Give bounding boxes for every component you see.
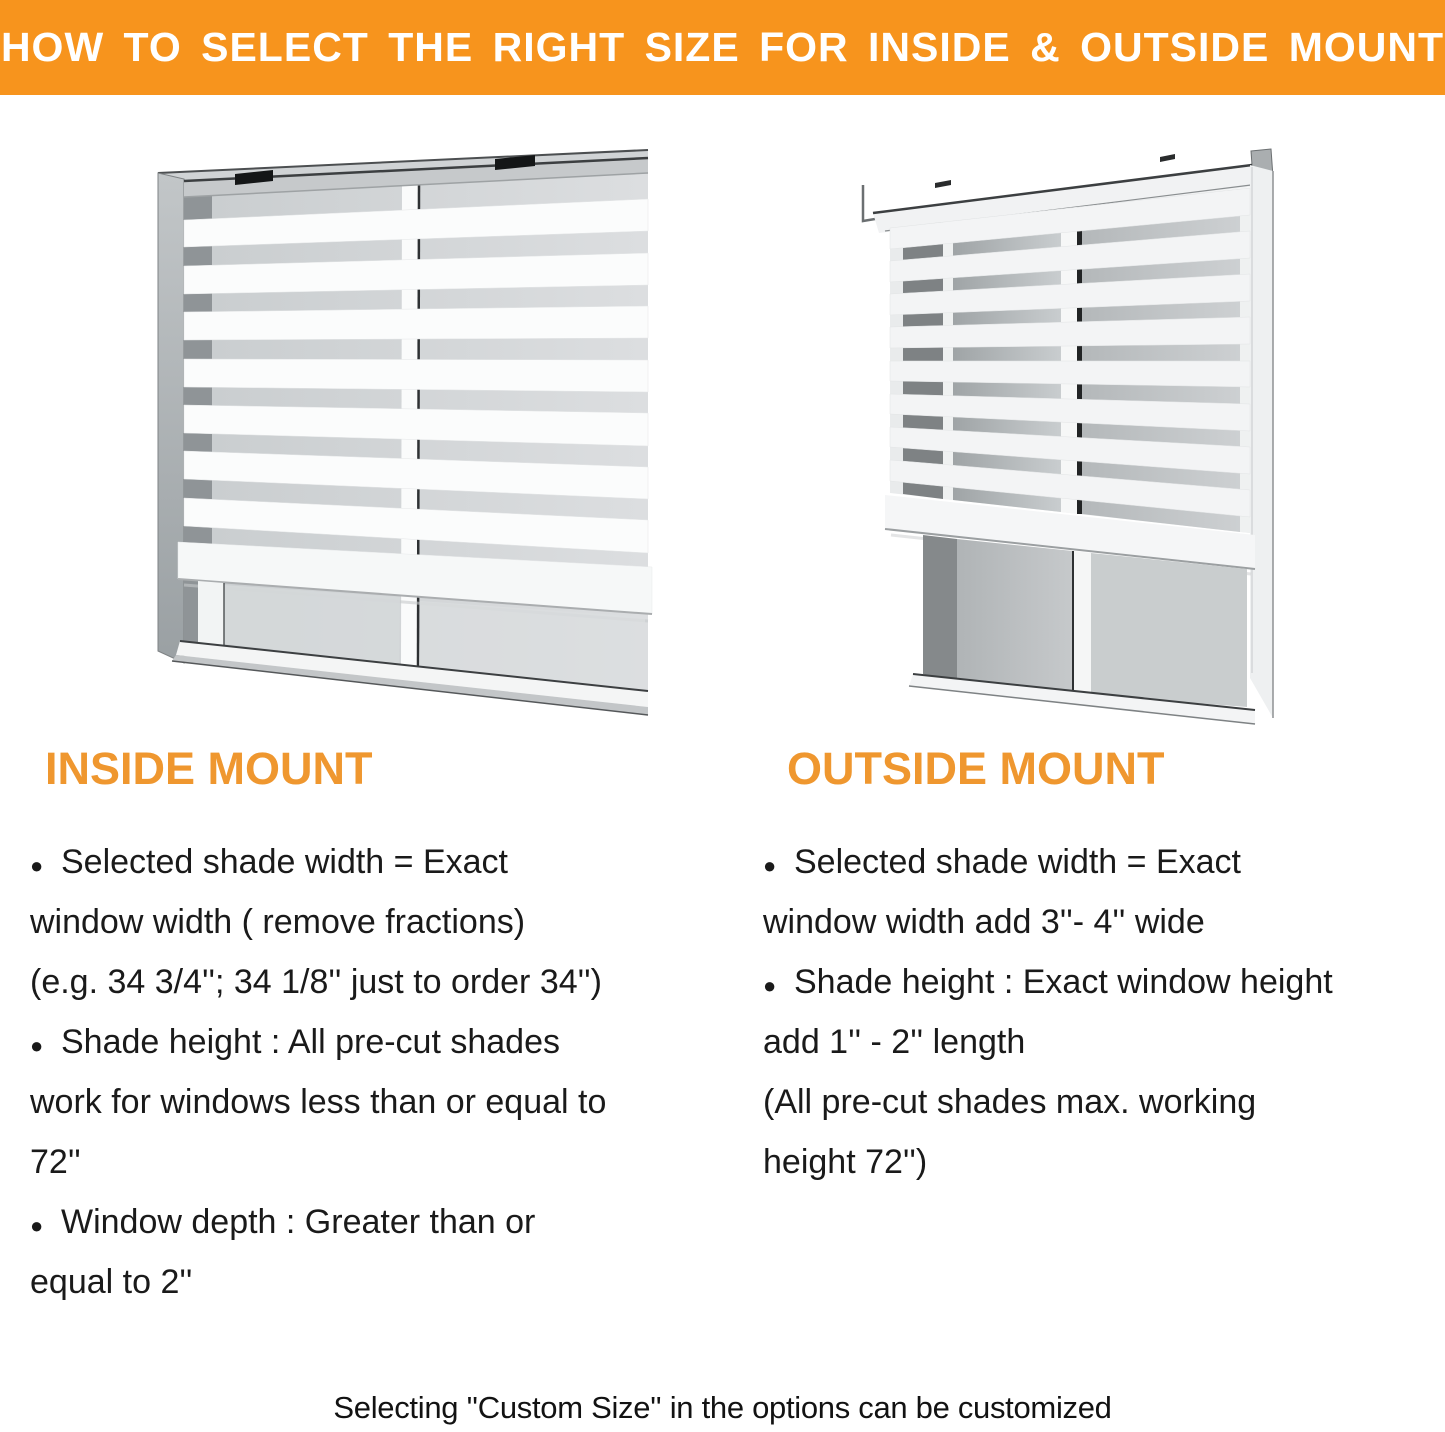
line-text: Window depth : Greater than or [61,1203,536,1241]
line-text: add 1'' - 2'' length [763,1023,1026,1061]
line-text: Shade height : All pre-cut shades [61,1023,560,1061]
line-text: work for windows less than or equal to [30,1083,607,1121]
bullet-dot: ● [30,1213,44,1238]
bullet-dot: ● [30,1033,44,1058]
footer-note: Selecting ''Custom Size'' in the options can be customized [333,1390,1112,1425]
outside-mount-heading: OUTSIDE MOUNT [787,743,1165,794]
line-text: Shade height : Exact window height [794,963,1333,1001]
text-line [30,952,725,1012]
bullet-dot: ● [763,853,777,878]
text-line [763,1132,1431,1192]
text-line [763,1072,1431,1132]
inside-mount-illustration [140,133,660,723]
header-banner [0,0,1445,95]
line-text: Selected shade width = Exact [794,843,1241,881]
line-text: Selected shade width = Exact [61,843,508,881]
line-text: window width ( remove fractions) [30,903,526,941]
line-text: height 72'') [763,1143,928,1181]
line-text: equal to 2'' [30,1263,193,1301]
outside-mount-list [763,832,1431,1192]
bullet-line [30,1012,725,1072]
bullet-line [763,952,1431,1012]
bullet-dot: ● [763,973,777,998]
line-text: window width add 3''- 4'' wide [763,903,1205,941]
bullet-line [30,832,725,892]
text-line [30,1252,725,1312]
line-text: (e.g. 34 3/4''; 34 1/8'' just to order 34'') [30,963,602,1001]
inside-mount-window-drawing [140,133,660,723]
bullet-line [30,1192,725,1252]
text-line [30,1072,725,1132]
inside-mount-list [30,832,725,1312]
text-line [763,1012,1431,1072]
inside-mount-heading: INSIDE MOUNT [45,743,373,794]
text-line [763,892,1431,952]
text-line [30,1132,725,1192]
line-text: (All pre-cut shades max. working [763,1083,1257,1121]
bullet-line [763,832,1431,892]
line-text: 72'' [30,1143,81,1181]
outside-mount-illustration [855,133,1305,728]
bullet-dot: ● [30,853,44,878]
shade-side-return [1250,165,1273,718]
inside-mount-section [30,744,725,1312]
outside-mount-window-drawing [855,133,1305,728]
text-line [30,892,725,952]
banner-title: HOW TO SELECT THE RIGHT SIZE FOR INSIDE & OUTSIDE MOUNT [0,24,1445,70]
outside-mount-section [763,744,1431,1192]
